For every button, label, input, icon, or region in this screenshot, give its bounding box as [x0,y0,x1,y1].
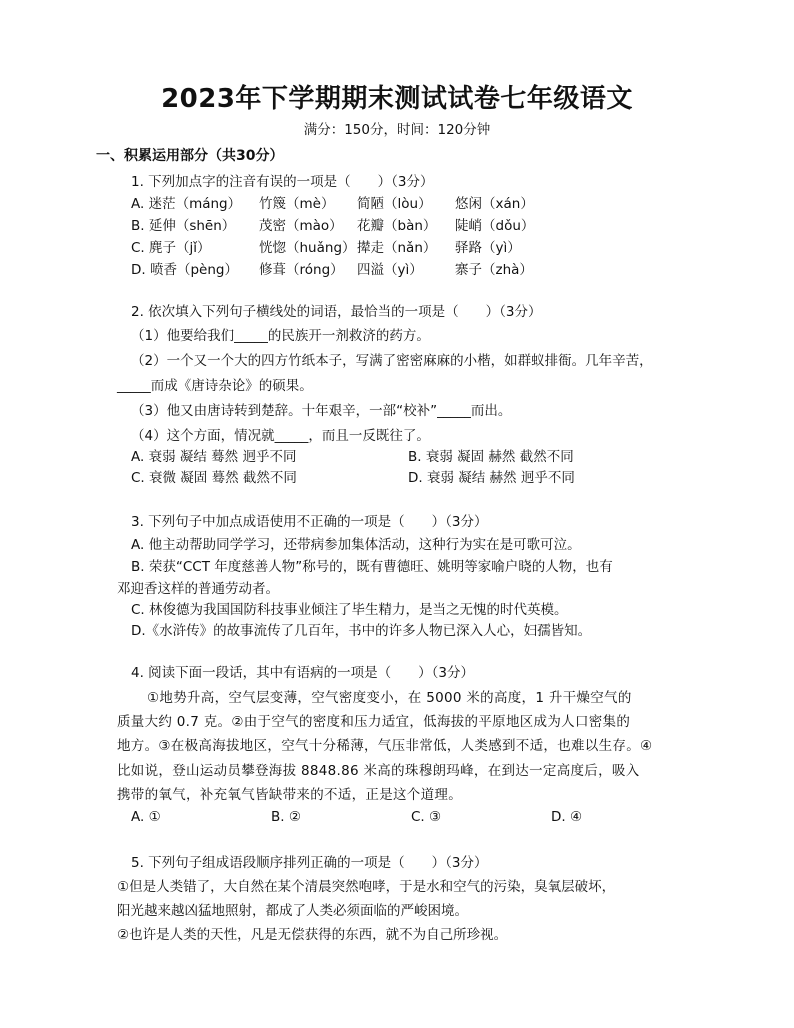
option-cell: B. 延伸（shēn） [131,218,236,234]
question-4-line-1: ①地势升高，空气层变薄，空气密度变小，在 5000 米的高度，1 升干燥空气的 [147,690,632,706]
option-cell: 寨子（zhà） [455,262,533,278]
option-cell: D. 喷香（pèng） [131,262,238,278]
option-cell: 茂密（mào） [259,218,343,234]
option-cell: 简陋（lòu） [357,196,432,212]
option-cell: 花瓣（bàn） [357,218,437,234]
question-4-line-4: 比如说，登山运动员攀登海拔 8848.86 米高的珠穆朗玛峰，在到达一定高度后，吸入 [117,763,640,779]
option-cell: 恍惚（huǎng） [259,240,356,256]
question-4-line-2: 质量大约 0.7 克。②由于空气的密度和压力适宜，低海拔的平原地区成为人口密集的 [117,714,631,730]
option-cell: B. ② [271,809,301,825]
question-1-option-a [131,194,534,214]
question-1-option-c [131,238,521,258]
question-2-option-b: B. 衰弱 凝固 赫然 截然不同 [408,449,574,465]
question-4-line-5: 携带的氧气，补充氧气皆缺带来的不适，正是这个道理。 [117,787,462,803]
option-cell: 四溢（yì） [357,262,423,278]
question-2-line-3: _____而成《唐诗杂论》的硕果。 [117,378,313,394]
option-cell: D. ④ [551,809,583,825]
question-1-stem: 1. 下列加点字的注音有误的一项是（ ）（3分） [131,174,434,190]
option-cell: 撵走（nǎn） [357,240,437,256]
question-2-line-1: （1）他要给我们_____的民族开一剂救济的药方。 [131,328,430,344]
option-cell: A. 迷茫（máng） [131,196,242,212]
option-cell: 修葺（róng） [259,262,344,278]
question-5-line-3: ②也许是人类的天性，凡是无偿获得的东西，就不为自己所珍视。 [117,927,508,943]
question-2-stem: 2. 依次填入下列句子横线处的词语，最恰当的一项是（ ）（3分） [131,304,542,320]
exam-title: 2023年下学期期末测试试卷七年级语文 [161,84,633,114]
question-3-option-b: B. 荣获“CCT 年度慈善人物”称号的，既有曹德旺、姚明等家喻户晓的人物，也有 [131,559,613,575]
question-5-stem: 5. 下列句子组成语段顺序排列正确的一项是（ ）（3分） [131,855,488,871]
question-2-line-2: （2）一个又一个大的四方竹纸本子，写满了密密麻麻的小楷，如群蚁排衙。几年辛苦， [131,353,653,369]
question-1-option-b [131,216,534,236]
question-5-line-2: 阳光越来越凶猛地照射，都成了人类必须面临的严峻困境。 [117,903,468,919]
question-2-option-a: A. 衰弱 凝结 蓦然 迥乎不同 [131,449,297,465]
question-3-option-d: D.《水浒传》的故事流传了几百年，书中的许多人物已深入人心，妇孺皆知。 [131,623,592,639]
question-3-option-a: A. 他主动帮助同学学习，还带病参加集体活动，这种行为实在是可歌可泣。 [131,537,581,553]
option-cell: 悠闲（xán） [455,196,534,212]
question-2-option-c: C. 衰微 凝固 蓦然 截然不同 [131,470,297,486]
option-cell: 驿路（yì） [455,240,521,256]
option-cell: 陡峭（dǒu） [455,218,535,234]
question-4-options [131,807,582,827]
section-heading: 一、积累运用部分（共30分） [96,148,284,164]
question-5-line-1: ①但是人类错了，大自然在某个清晨突然咆哮，于是水和空气的污染，臭氧层破坏， [117,879,616,895]
question-3-option-c: C. 林俊德为我国国防科技事业倾注了毕生精力，是当之无愧的时代英模。 [131,602,568,618]
question-4-line-3: 地方。③在极高海拔地区，空气十分稀薄，气压非常低，人类感到不适，也难以生存。④ [117,738,653,754]
option-cell: C. 麂子（jǐ） [131,240,211,256]
option-cell: C. ③ [411,809,442,825]
question-3-stem: 3. 下列句子中加点成语使用不正确的一项是（ ）（3分） [131,514,488,530]
question-1-option-d [131,260,533,280]
option-cell: A. ① [131,809,161,825]
question-2-option-d: D. 衰弱 凝结 赫然 迥乎不同 [408,470,575,486]
question-3-option-b-cont: 邓迎香这样的普通劳动者。 [117,581,279,597]
exam-subtitle: 满分：150分，时间：120分钟 [303,122,491,138]
question-4-stem: 4. 阅读下面一段话，其中有语病的一项是（ ）（3分） [131,665,475,681]
question-2-line-4: （3）他又由唐诗转到楚辞。十年艰辛，一部“校补”_____而出。 [131,403,512,419]
option-cell: 竹篾（mè） [259,196,335,212]
question-2-line-5: （4）这个方面，情况就_____，而且一反既往了。 [131,428,430,444]
